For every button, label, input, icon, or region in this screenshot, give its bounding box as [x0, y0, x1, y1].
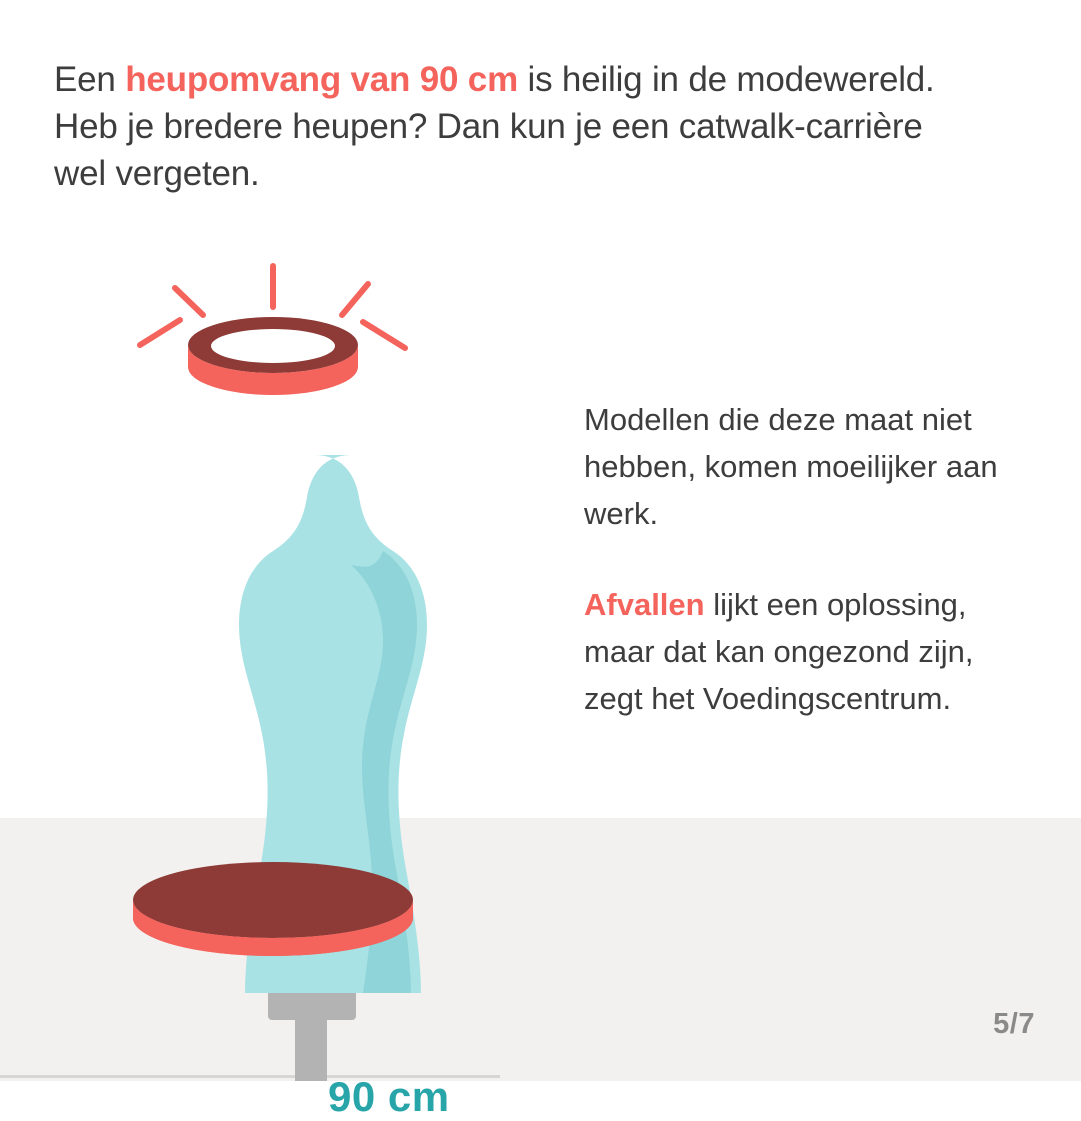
body-text [584, 396, 1004, 722]
measurement-label: 90 cm [328, 1073, 450, 1120]
floating-tape-measure-ring [188, 317, 358, 395]
headline-after: is heilig in de modewereld. Heb je bredere heupen? Dan kun je een catwalk-carrière wel vergeten. [54, 60, 935, 193]
paragraph-1: Modellen die deze maat niet hebben, komen moeilijker aan werk. [584, 402, 998, 531]
mannequin-illustration [110, 245, 510, 1120]
paragraph-spacer [584, 537, 1004, 581]
page-counter: 5/7 [993, 1008, 1035, 1040]
headline-accent: heupomvang van 90 cm [125, 60, 518, 99]
paragraph-2-accent: Afvallen [584, 587, 705, 622]
headline-before: Een [54, 60, 126, 99]
paragraph-2 [584, 581, 1004, 722]
page-title [54, 56, 974, 197]
mannequin-stand [268, 990, 356, 1081]
paragraph-2-rest: lijkt een oplossing, maar dat kan ongezond zijn, zegt het Voedingscentrum. [584, 587, 974, 716]
